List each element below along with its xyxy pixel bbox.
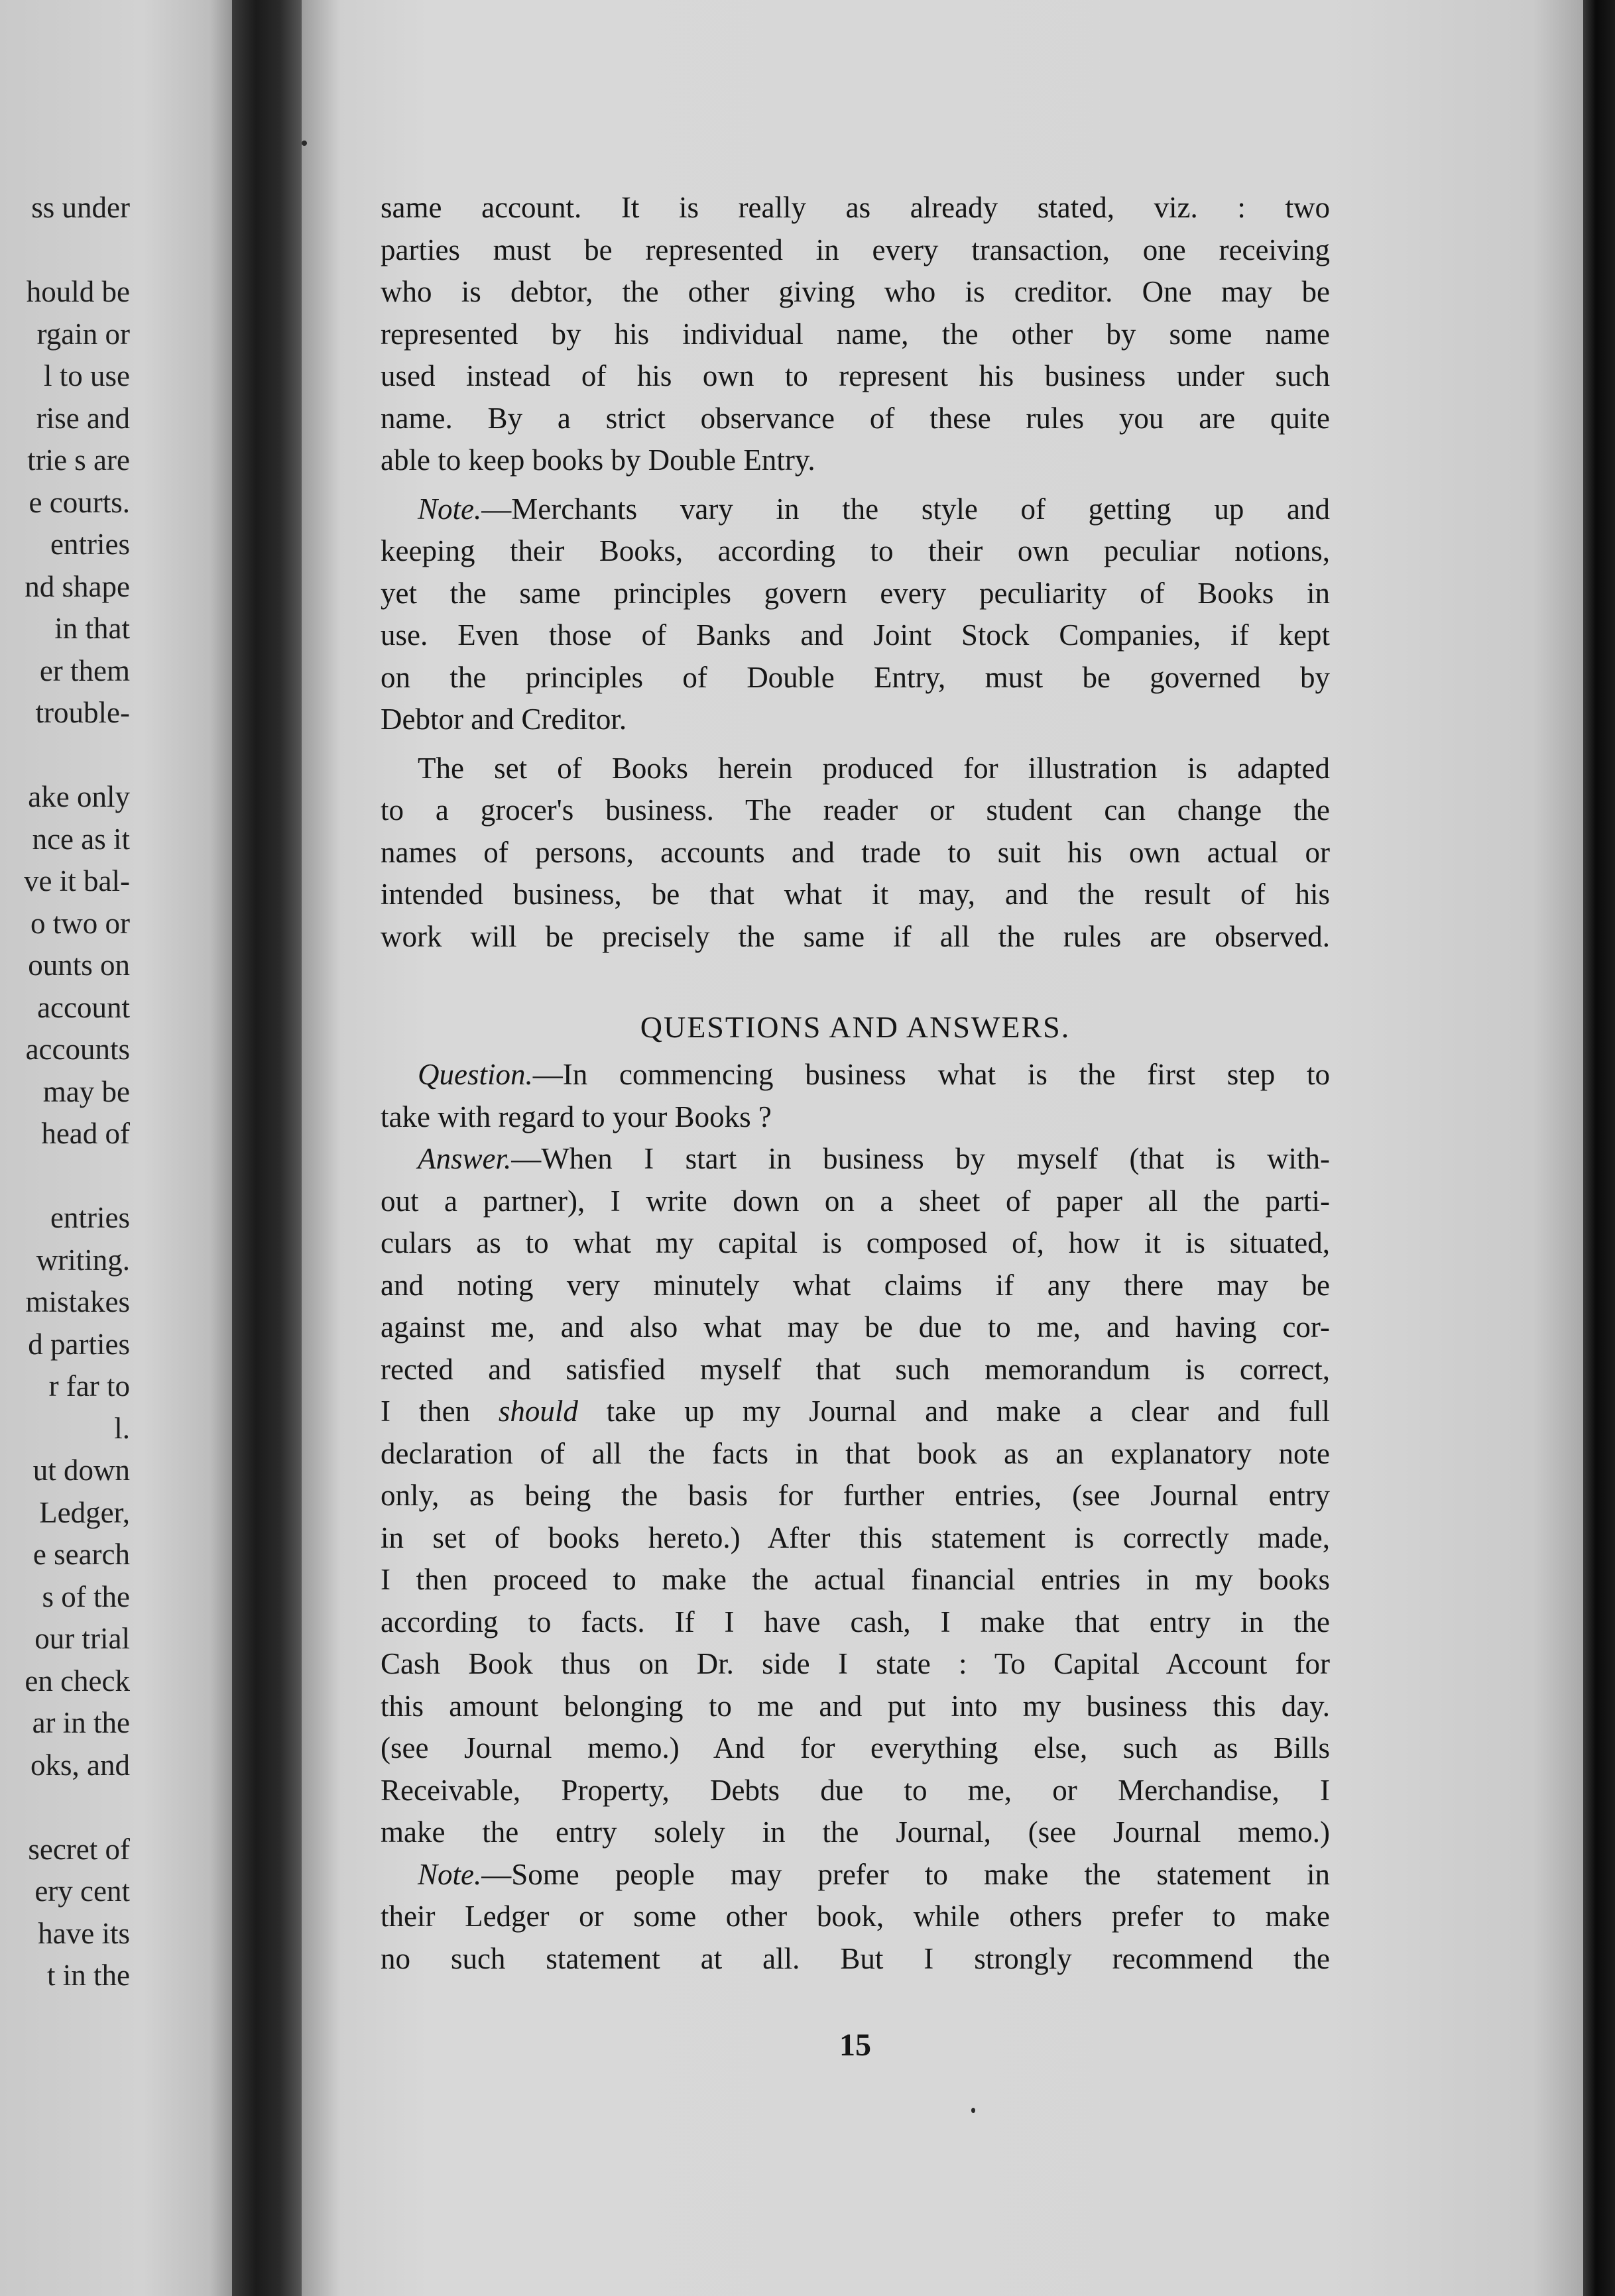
note-statement <box>381 1854 1330 1980</box>
facing-page-line: ve it bal- <box>24 864 130 897</box>
answer-line: rected and satisfied myself that such memorandum is correct, <box>381 1352 1330 1386</box>
answer-line: according to facts. If I have cash, I make that entry in the <box>381 1605 1330 1638</box>
facing-page-line: oks, and <box>30 1748 130 1782</box>
answer-line: declaration of all the facts in that book as an explanatory note <box>381 1436 1330 1470</box>
answer-line: only, as being the basis for further entries, (see Journal entry <box>381 1479 1330 1512</box>
facing-page-line: entries <box>50 1201 130 1234</box>
facing-page-line: ounts on <box>28 948 130 982</box>
facing-page-line: e courts. <box>29 485 130 519</box>
answer-lead: Answer. <box>418 1142 512 1175</box>
facing-page-line: secret of <box>28 1832 130 1866</box>
note-line: on the principles of Double Entry, must be governed by <box>381 660 1330 694</box>
page-edge <box>1583 0 1615 2296</box>
facing-page-line: have its <box>38 1916 130 1950</box>
paragraph-line: used instead of his own to represent his business under such <box>381 359 1330 392</box>
paragraph-line: to a grocer's business. The reader or student can change the <box>381 793 1330 827</box>
answer-line: Cash Book thus on Dr. side I state : To Capital Account for <box>381 1647 1330 1680</box>
facing-page-line: hould be <box>26 275 130 308</box>
paragraph-line: represented by his individual name, the other by some name <box>381 317 1330 351</box>
facing-page-line: head of <box>41 1117 130 1150</box>
question-first-line: Question.—In commencing business what is the first step to <box>418 1058 1330 1091</box>
paragraph-intro <box>381 187 1330 482</box>
paragraph-line: The set of Books herein produced for illustration is adapted <box>418 751 1330 785</box>
paragraph-books-illustration <box>381 748 1330 958</box>
facing-page-line: er them <box>39 654 130 687</box>
facing-page-line: l. <box>114 1411 130 1445</box>
facing-page-line <box>0 229 130 272</box>
answer-line: out a partner), I write down on a sheet of paper all the parti- <box>381 1184 1330 1218</box>
question-lead: Question. <box>418 1058 533 1091</box>
note-lead: Note. <box>418 492 482 526</box>
facing-page-line: ar in the <box>32 1706 130 1739</box>
answer-line: this amount belonging to me and put into my business this day. <box>381 1689 1330 1723</box>
facing-page-line: ss under <box>31 191 130 224</box>
ink-speck <box>302 141 307 146</box>
facing-page-line: d parties <box>28 1327 130 1361</box>
facing-page-line: trie s are <box>27 443 130 477</box>
note-line: use. Even those of Banks and Joint Stock Companies, if kept <box>381 618 1330 652</box>
facing-page-line: ery cent <box>34 1874 130 1908</box>
facing-page <box>0 0 239 2296</box>
note2-lead: Note. <box>418 1857 482 1891</box>
emphasis-should: should <box>498 1395 578 1428</box>
page-number: 15 <box>839 2028 871 2063</box>
page-body <box>381 187 1330 1980</box>
note-first-line: Note.—Merchants vary in the style of getting up and <box>418 492 1330 526</box>
note-line: keeping their Books, according to their own peculiar notions, <box>381 534 1330 567</box>
facing-page-line: rise and <box>36 401 130 435</box>
facing-page-line: s of the <box>42 1579 130 1613</box>
facing-page-line: l to use <box>44 359 130 392</box>
facing-page-line: accounts <box>25 1033 130 1066</box>
facing-page-text <box>0 187 130 1997</box>
facing-page-line: nce as it <box>32 822 130 856</box>
paragraph-line: name. By a strict observance of these rules you are quite <box>381 401 1330 435</box>
facing-page-line: mistakes <box>25 1285 130 1318</box>
paragraph-line: same account. It is really as already stated, viz. : two <box>381 191 1330 224</box>
paragraph-line: parties must be represented in every transaction, one receiving <box>381 233 1330 266</box>
facing-page-line: trouble- <box>35 696 130 729</box>
facing-page-line: in that <box>54 612 130 645</box>
answer-block <box>381 1138 1330 1854</box>
facing-page-line: ut down <box>32 1454 130 1487</box>
answer-line: (see Journal memo.) And for everything else, such as Bills <box>381 1731 1330 1764</box>
ink-speck <box>971 2108 975 2113</box>
answer-line: and noting very minutely what claims if any there may be <box>381 1268 1330 1302</box>
answer-should-line: I then should take up my Journal and make a clear and full <box>381 1395 1330 1428</box>
facing-page-line: r far to <box>48 1369 130 1403</box>
answer-line: against me, and also what may be due to me, and having cor- <box>381 1310 1330 1344</box>
paragraph-line: who is debtor, the other giving who is creditor. One may be <box>381 275 1330 308</box>
facing-page-line: e search <box>32 1538 130 1571</box>
answer-line: culars as to what my capital is composed of, how it is situated, <box>381 1226 1330 1259</box>
note-line: Debtor and Creditor. <box>381 703 627 736</box>
paragraph-line: names of persons, accounts and trade to suit his own actual or <box>381 835 1330 869</box>
paragraph-line: able to keep books by Double Entry. <box>381 443 815 477</box>
note2-first-line: Note.—Some people may prefer to make the statement in <box>418 1857 1330 1891</box>
facing-page-line: ake only <box>28 780 130 813</box>
paragraph-line: intended business, be that what it may, and the result of his <box>381 878 1330 911</box>
paragraph-line: work will be precisely the same if all the rules are observed. <box>381 919 1330 953</box>
facing-page-line <box>0 734 130 777</box>
answer-line: I then proceed to make the actual financial entries in my books <box>381 1563 1330 1596</box>
facing-page-line: may be <box>42 1074 130 1108</box>
facing-page-line: nd shape <box>25 569 130 603</box>
book-gutter <box>232 0 312 2296</box>
facing-page-line: en check <box>25 1664 130 1697</box>
facing-page-line: rgain or <box>36 317 130 351</box>
facing-page-line: o two or <box>30 906 130 940</box>
facing-page-line: account <box>37 990 130 1024</box>
answer-first-line: Answer.—When I start in business by myself (that is with- <box>418 1142 1330 1175</box>
facing-page-line: entries <box>50 528 130 561</box>
question-line: take with regard to your Books ? <box>381 1100 772 1133</box>
answer-line: make the entry solely in the Journal, (see Journal memo.) <box>381 1815 1330 1849</box>
answer-line: in set of books hereto.) After this statement is correctly made, <box>381 1521 1330 1554</box>
note-line: yet the same principles govern every peculiarity of Books in <box>381 576 1330 610</box>
question-block <box>381 1054 1330 1138</box>
facing-page-line <box>0 1786 130 1829</box>
answer-line: Receivable, Property, Debts due to me, or Merchandise, I <box>381 1773 1330 1807</box>
facing-page-line: Ledger, <box>39 1495 130 1529</box>
section-heading: QUESTIONS AND ANSWERS. <box>640 1010 1071 1044</box>
facing-page-line: t in the <box>47 1959 130 1992</box>
facing-page-line <box>0 1155 130 1198</box>
note-line: no such statement at all. But I strongly recommend the <box>381 1941 1330 1975</box>
facing-page-line: writing. <box>36 1243 130 1277</box>
facing-page-line: our trial <box>34 1622 130 1655</box>
note-merchants <box>381 488 1330 741</box>
note-line: their Ledger or some other book, while others prefer to make <box>381 1900 1330 1933</box>
